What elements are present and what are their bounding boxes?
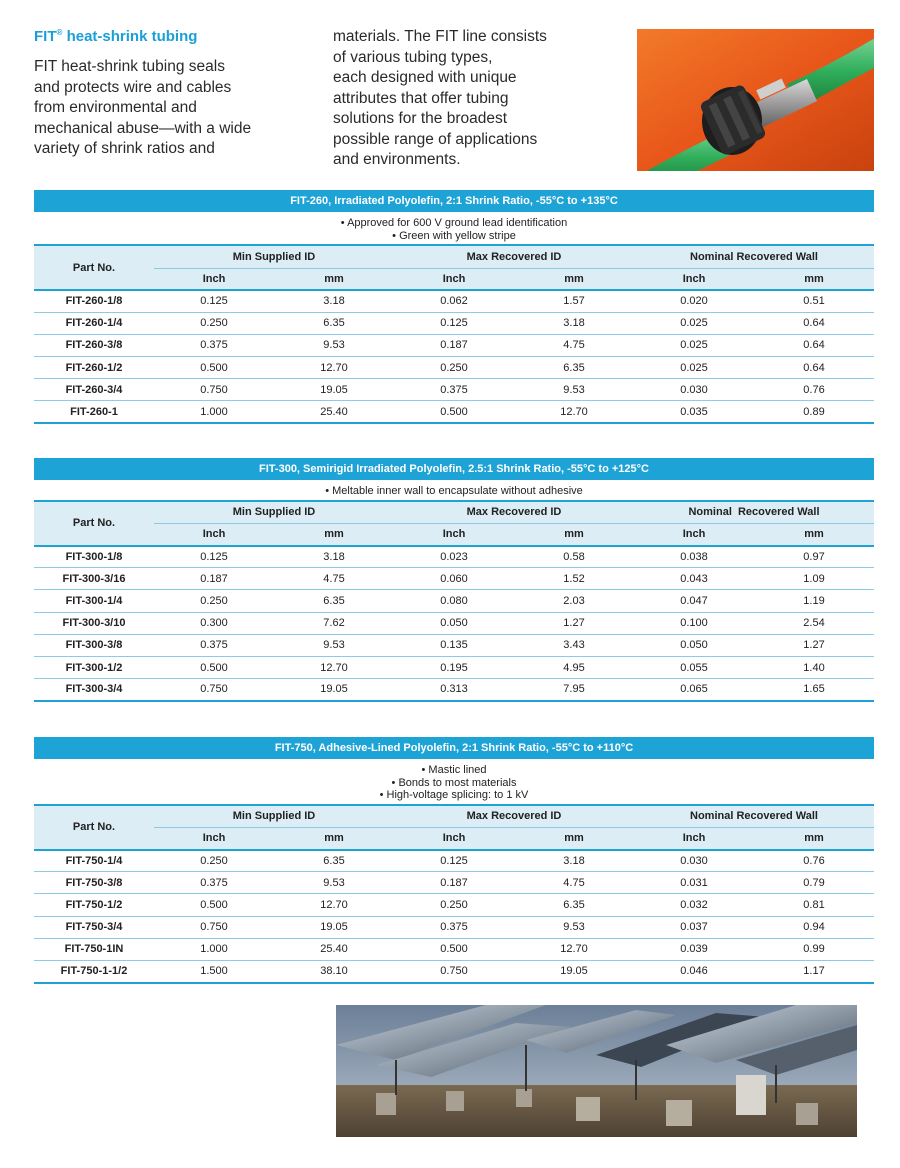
cell: 9.53 bbox=[514, 379, 634, 401]
cell: 0.64 bbox=[754, 357, 874, 379]
cell: 19.05 bbox=[514, 960, 634, 982]
cell: 6.35 bbox=[274, 312, 394, 334]
cell: 6.35 bbox=[514, 357, 634, 379]
cell: 0.375 bbox=[154, 334, 274, 356]
cell: 4.75 bbox=[514, 334, 634, 356]
cell: 0.375 bbox=[394, 916, 514, 938]
cell: 25.40 bbox=[274, 938, 394, 960]
cell: 3.18 bbox=[514, 850, 634, 872]
col-mm: mm bbox=[514, 524, 634, 546]
table-row bbox=[34, 546, 874, 568]
cell: 0.99 bbox=[754, 938, 874, 960]
part-number: FIT-750-3/4 bbox=[34, 916, 154, 938]
cell: 0.500 bbox=[154, 357, 274, 379]
col-nominal-recovered-wall: Nominal Recovered Wall bbox=[634, 806, 874, 828]
cell: 0.313 bbox=[394, 679, 514, 701]
col-nominal-recovered-wall: Nominal Recovered Wall bbox=[634, 502, 874, 524]
cell: 0.023 bbox=[394, 546, 514, 568]
col-inch: Inch bbox=[634, 828, 754, 850]
cell: 1.09 bbox=[754, 568, 874, 590]
cell: 0.025 bbox=[634, 357, 754, 379]
cell: 4.75 bbox=[274, 568, 394, 590]
cell: 6.35 bbox=[274, 590, 394, 612]
spec-table bbox=[34, 502, 874, 702]
cell: 25.40 bbox=[274, 401, 394, 423]
cell: 0.125 bbox=[394, 312, 514, 334]
cell: 0.032 bbox=[634, 894, 754, 916]
table-row bbox=[34, 568, 874, 590]
part-number: FIT-260-1/4 bbox=[34, 312, 154, 334]
cell: 7.95 bbox=[514, 679, 634, 701]
part-number: FIT-260-1 bbox=[34, 401, 154, 423]
part-number: FIT-300-3/16 bbox=[34, 568, 154, 590]
cell: 0.020 bbox=[634, 290, 754, 312]
part-number: FIT-260-3/8 bbox=[34, 334, 154, 356]
cell: 0.037 bbox=[634, 916, 754, 938]
table-fit-260 bbox=[34, 190, 874, 424]
part-number: FIT-750-1/4 bbox=[34, 850, 154, 872]
table-row bbox=[34, 872, 874, 894]
col-min-supplied-id: Min Supplied ID bbox=[154, 502, 394, 524]
cell: 0.031 bbox=[634, 872, 754, 894]
table-fit-750 bbox=[34, 737, 874, 984]
table-row bbox=[34, 916, 874, 938]
cell: 0.187 bbox=[394, 334, 514, 356]
col-mm: mm bbox=[754, 828, 874, 850]
part-number: FIT-300-1/4 bbox=[34, 590, 154, 612]
table-row bbox=[34, 590, 874, 612]
col-inch: Inch bbox=[394, 524, 514, 546]
cell: 0.062 bbox=[394, 290, 514, 312]
page-heading: FIT® heat-shrink tubing bbox=[34, 28, 198, 45]
table-row bbox=[34, 894, 874, 916]
cell: 1.500 bbox=[154, 960, 274, 982]
part-number: FIT-300-3/10 bbox=[34, 612, 154, 634]
cell: 12.70 bbox=[514, 401, 634, 423]
col-max-recovered-id: Max Recovered ID bbox=[394, 502, 634, 524]
cell: 0.79 bbox=[754, 872, 874, 894]
table-row bbox=[34, 960, 874, 982]
cell: 0.64 bbox=[754, 312, 874, 334]
cell: 0.750 bbox=[154, 679, 274, 701]
table-row bbox=[34, 357, 874, 379]
cell: 19.05 bbox=[274, 679, 394, 701]
col-part-no: Part No. bbox=[34, 502, 154, 546]
cell: 12.70 bbox=[274, 656, 394, 678]
col-inch: Inch bbox=[634, 524, 754, 546]
intro-text-right: materials. The FIT line consists of various tubing types, each designed with unique attributes that offer tubing solutions for the broadest possible range of applications and environments. bbox=[333, 28, 547, 168]
cell: 1.65 bbox=[754, 679, 874, 701]
intro-text-left: FIT heat-shrink tubing seals and protects wire and cables from environmental and mechanical abuse—with a wide variety of shrink ratios and bbox=[34, 58, 252, 157]
cell: 0.76 bbox=[754, 379, 874, 401]
table-row bbox=[34, 612, 874, 634]
col-mm: mm bbox=[514, 268, 634, 290]
solar-panel-field-photo bbox=[336, 1005, 857, 1137]
cell: 38.10 bbox=[274, 960, 394, 982]
part-number: FIT-750-3/8 bbox=[34, 872, 154, 894]
col-inch: Inch bbox=[154, 828, 274, 850]
cell: 3.18 bbox=[274, 546, 394, 568]
cell: 7.62 bbox=[274, 612, 394, 634]
cell: 0.51 bbox=[754, 290, 874, 312]
cell: 6.35 bbox=[274, 850, 394, 872]
cell: 0.035 bbox=[634, 401, 754, 423]
part-number: FIT-300-3/4 bbox=[34, 679, 154, 701]
cell: 0.250 bbox=[394, 894, 514, 916]
cell: 0.125 bbox=[154, 290, 274, 312]
col-mm: mm bbox=[514, 828, 634, 850]
cell: 0.187 bbox=[394, 872, 514, 894]
part-number: FIT-260-3/4 bbox=[34, 379, 154, 401]
cell: 4.95 bbox=[514, 656, 634, 678]
col-inch: Inch bbox=[394, 268, 514, 290]
cell: 1.40 bbox=[754, 656, 874, 678]
cell: 0.046 bbox=[634, 960, 754, 982]
col-max-recovered-id: Max Recovered ID bbox=[394, 246, 634, 268]
cell: 0.58 bbox=[514, 546, 634, 568]
table-fit-300 bbox=[34, 458, 874, 702]
table-row bbox=[34, 290, 874, 312]
cell: 0.050 bbox=[634, 634, 754, 656]
cell: 0.89 bbox=[754, 401, 874, 423]
col-part-no: Part No. bbox=[34, 246, 154, 290]
cell: 0.750 bbox=[154, 916, 274, 938]
table-notes: • Meltable inner wall to encapsulate without adhesive bbox=[34, 480, 874, 502]
table-row bbox=[34, 938, 874, 960]
col-mm: mm bbox=[754, 268, 874, 290]
col-min-supplied-id: Min Supplied ID bbox=[154, 806, 394, 828]
cell: 1.19 bbox=[754, 590, 874, 612]
cable-gland-photo bbox=[637, 29, 874, 171]
cell: 0.250 bbox=[154, 312, 274, 334]
cell: 1.000 bbox=[154, 938, 274, 960]
cell: 3.18 bbox=[274, 290, 394, 312]
cell: 0.043 bbox=[634, 568, 754, 590]
spec-table bbox=[34, 246, 874, 424]
cell: 4.75 bbox=[514, 872, 634, 894]
cell: 0.125 bbox=[394, 850, 514, 872]
col-mm: mm bbox=[274, 524, 394, 546]
cell: 0.135 bbox=[394, 634, 514, 656]
part-number: FIT-750-1-1/2 bbox=[34, 960, 154, 982]
col-min-supplied-id: Min Supplied ID bbox=[154, 246, 394, 268]
col-nominal-recovered-wall: Nominal Recovered Wall bbox=[634, 246, 874, 268]
cell: 9.53 bbox=[514, 916, 634, 938]
cell: 1.57 bbox=[514, 290, 634, 312]
table-row bbox=[34, 850, 874, 872]
part-number: FIT-300-1/8 bbox=[34, 546, 154, 568]
cell: 0.055 bbox=[634, 656, 754, 678]
cell: 0.047 bbox=[634, 590, 754, 612]
cell: 19.05 bbox=[274, 379, 394, 401]
cell: 19.05 bbox=[274, 916, 394, 938]
cell: 0.065 bbox=[634, 679, 754, 701]
col-mm: mm bbox=[754, 524, 874, 546]
cell: 0.97 bbox=[754, 546, 874, 568]
cell: 0.025 bbox=[634, 312, 754, 334]
cell: 2.03 bbox=[514, 590, 634, 612]
part-number: FIT-260-1/8 bbox=[34, 290, 154, 312]
table-row bbox=[34, 334, 874, 356]
cell: 9.53 bbox=[274, 334, 394, 356]
cell: 3.43 bbox=[514, 634, 634, 656]
part-number: FIT-300-1/2 bbox=[34, 656, 154, 678]
cell: 0.375 bbox=[154, 634, 274, 656]
cell: 0.050 bbox=[394, 612, 514, 634]
cell: 0.025 bbox=[634, 334, 754, 356]
table-notes: • Mastic lined • Bonds to most materials • High-voltage splicing: to 1 kV bbox=[34, 759, 874, 806]
col-inch: Inch bbox=[394, 828, 514, 850]
cell: 0.250 bbox=[154, 590, 274, 612]
col-inch: Inch bbox=[634, 268, 754, 290]
cell: 0.250 bbox=[154, 850, 274, 872]
cell: 0.500 bbox=[154, 894, 274, 916]
cell: 0.080 bbox=[394, 590, 514, 612]
table-title: FIT-750, Adhesive-Lined Polyolefin, 2:1 Shrink Ratio, -55°C to +110°C bbox=[34, 737, 874, 759]
col-inch: Inch bbox=[154, 524, 274, 546]
cell: 3.18 bbox=[514, 312, 634, 334]
col-part-no: Part No. bbox=[34, 806, 154, 850]
table-row bbox=[34, 312, 874, 334]
cell: 0.750 bbox=[394, 960, 514, 982]
col-max-recovered-id: Max Recovered ID bbox=[394, 806, 634, 828]
cell: 1.27 bbox=[514, 612, 634, 634]
cell: 12.70 bbox=[274, 894, 394, 916]
cell: 0.250 bbox=[394, 357, 514, 379]
part-number: FIT-750-1IN bbox=[34, 938, 154, 960]
cell: 0.375 bbox=[154, 872, 274, 894]
cell: 0.187 bbox=[154, 568, 274, 590]
cell: 0.81 bbox=[754, 894, 874, 916]
cell: 0.060 bbox=[394, 568, 514, 590]
cell: 12.70 bbox=[514, 938, 634, 960]
cell: 0.76 bbox=[754, 850, 874, 872]
table-notes: • Approved for 600 V ground lead identification • Green with yellow stripe bbox=[34, 212, 874, 246]
cell: 0.039 bbox=[634, 938, 754, 960]
cell: 0.300 bbox=[154, 612, 274, 634]
cell: 9.53 bbox=[274, 872, 394, 894]
cell: 0.030 bbox=[634, 379, 754, 401]
cell: 0.195 bbox=[394, 656, 514, 678]
part-number: FIT-750-1/2 bbox=[34, 894, 154, 916]
table-row bbox=[34, 656, 874, 678]
table-row bbox=[34, 634, 874, 656]
col-inch: Inch bbox=[154, 268, 274, 290]
cell: 0.500 bbox=[394, 938, 514, 960]
table-row bbox=[34, 679, 874, 701]
cell: 0.94 bbox=[754, 916, 874, 938]
cell: 1.000 bbox=[154, 401, 274, 423]
cell: 0.500 bbox=[154, 656, 274, 678]
col-mm: mm bbox=[274, 268, 394, 290]
cell: 1.52 bbox=[514, 568, 634, 590]
cell: 2.54 bbox=[754, 612, 874, 634]
part-number: FIT-260-1/2 bbox=[34, 357, 154, 379]
cell: 9.53 bbox=[274, 634, 394, 656]
cell: 0.100 bbox=[634, 612, 754, 634]
part-number: FIT-300-3/8 bbox=[34, 634, 154, 656]
cell: 6.35 bbox=[514, 894, 634, 916]
table-row bbox=[34, 401, 874, 423]
col-mm: mm bbox=[274, 828, 394, 850]
cell: 0.375 bbox=[394, 379, 514, 401]
table-title: FIT-260, Irradiated Polyolefin, 2:1 Shrink Ratio, -55°C to +135°C bbox=[34, 190, 874, 212]
cell: 0.030 bbox=[634, 850, 754, 872]
cell: 12.70 bbox=[274, 357, 394, 379]
cell: 0.125 bbox=[154, 546, 274, 568]
cell: 0.038 bbox=[634, 546, 754, 568]
cell: 1.17 bbox=[754, 960, 874, 982]
cell: 0.500 bbox=[394, 401, 514, 423]
cell: 0.750 bbox=[154, 379, 274, 401]
spec-table bbox=[34, 806, 874, 984]
cell: 1.27 bbox=[754, 634, 874, 656]
table-title: FIT-300, Semirigid Irradiated Polyolefin, 2.5:1 Shrink Ratio, -55°C to +125°C bbox=[34, 458, 874, 480]
table-row bbox=[34, 379, 874, 401]
cell: 0.64 bbox=[754, 334, 874, 356]
